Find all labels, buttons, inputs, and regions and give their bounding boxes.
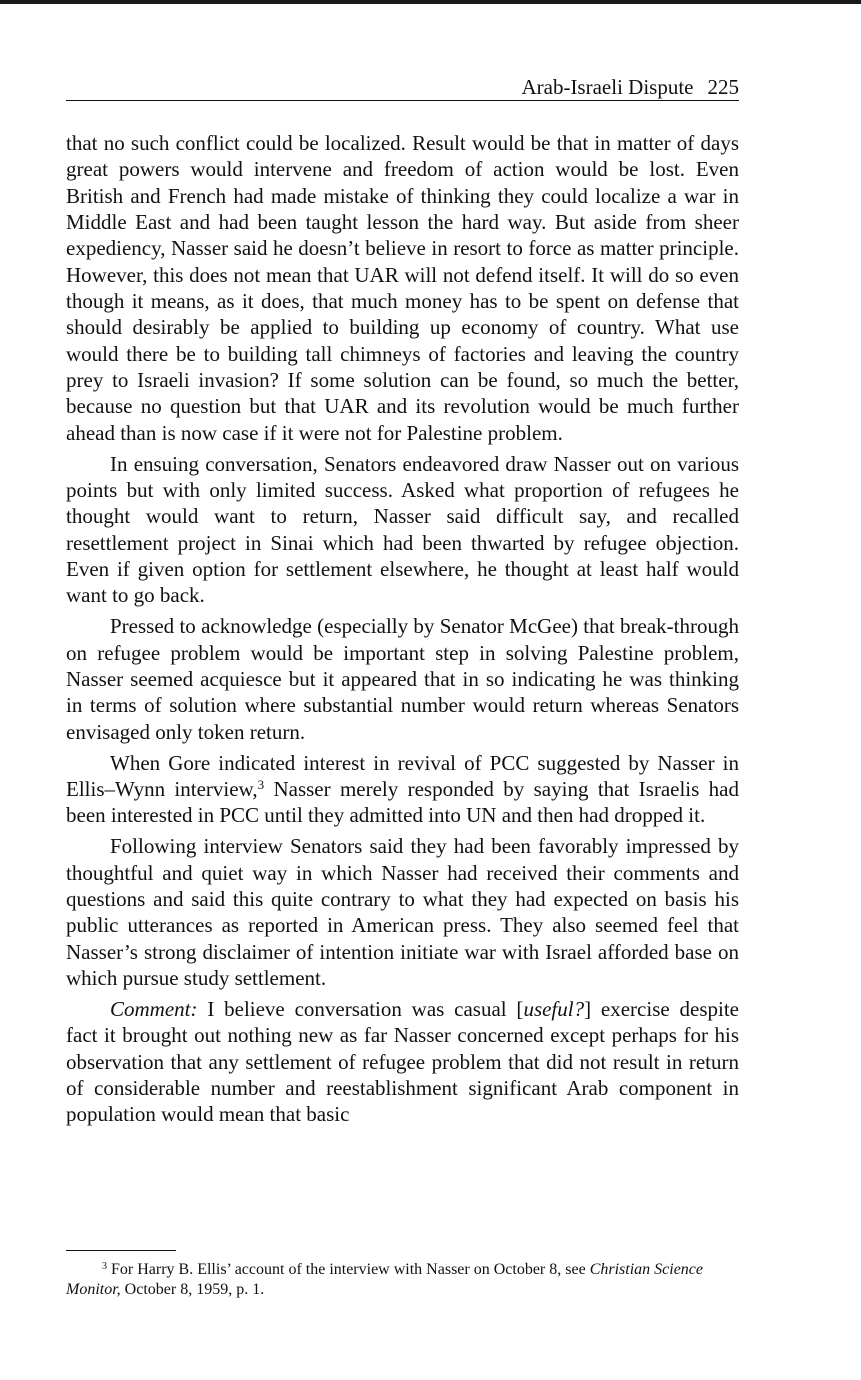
footnote-publication: Christian Science Monitor,	[66, 1261, 703, 1298]
bracketed-word: useful?	[523, 996, 585, 1021]
paragraph-6-text-before: I believe conversation was casual [	[197, 996, 524, 1021]
footnote-text-after: October 8, 1959, p. 1.	[120, 1280, 265, 1298]
footnote-rule	[66, 1250, 176, 1251]
footnote-reference: 3	[257, 777, 265, 793]
paragraph-6-text-after: ] exercise despite fact it brought out nothing new as far Nasser concerned except perhaps for his observation that any settlement of refugee problem that did not result in return of considerable number and reestablishment significant Arab component in population would mean that basic	[66, 996, 739, 1127]
comment-label: Comment:	[110, 996, 198, 1021]
paragraph-4-text-after: Nasser merely responded by saying that Israelis had been interested in PCC until they admitted into UN and then had dropped it.	[66, 777, 739, 828]
footnote-text-before: For Harry B. Ellis’ account of the interview with Nasser on October 8, see	[107, 1261, 590, 1278]
page-top-edge	[0, 0, 861, 4]
paragraph-3: Pressed to acknowledge (especially by Senator McGee) that break-through on refugee problem would be important step in solving Palestine problem, Nasser seemed acquiesce but it appeared that in so indicating he was thinking in terms of solution where substantial number would return whereas Senators envisaged only token return.	[66, 614, 739, 744]
running-head	[66, 74, 739, 101]
paragraph-4-text-before: When Gore indicated interest in revival of PCC suggested by Nasser in Ellis–Wynn interview,	[66, 750, 739, 802]
paragraph-1: that no such conflict could be localized. Result would be that in matter of days great powers would intervene and freedom of action would be lost. Even British and French had made mistake of thinking they could localize a war in Middle East and had been taught lesson the hard way. But aside from sheer expediency, Nasser said he doesn’t believe in resort to force as matter principle. However, this does not mean that UAR will not defend itself. It will do so even though it means, as it does, that much money has to be spent on defense that should desirably be applied to building up economy of country. What use would there be to building tall chimneys of factories and leaving the country prey to Israeli invasion? If some solution can be found, so much the better, because no question but that UAR and its revolution would be much further ahead than is now case if it were not for Palestine problem.	[66, 131, 739, 445]
page-number: 225	[707, 75, 739, 99]
paragraph-2: In ensuing conversation, Senators endeavored draw Nasser out on various points but with only limited success. Asked what proportion of refugees he thought would want to return, Nasser said difficult say, and recalled resettlement project in Sinai which had been thwarted by refugee objection. Even if given option for settlement elsewhere, he thought at least half would want to go back.	[66, 451, 739, 608]
paragraph-6	[66, 996, 739, 1128]
paragraph-4	[66, 750, 739, 829]
body-text	[66, 130, 739, 1132]
footnote-number: 3	[102, 1261, 107, 1272]
running-head-title: Arab-Israeli Dispute	[521, 75, 694, 99]
paragraph-5: Following interview Senators said they had been favorably impressed by thoughtful and quiet way in which Nasser had received their comments and questions and said this quite contrary to what they had expected on basis his public utterances as reported in American press. They also seemed feel that Nasser’s strong disclaimer of intention initiate war with Israel afforded base on which pursue study settlement.	[66, 834, 739, 991]
footnote	[66, 1260, 739, 1299]
